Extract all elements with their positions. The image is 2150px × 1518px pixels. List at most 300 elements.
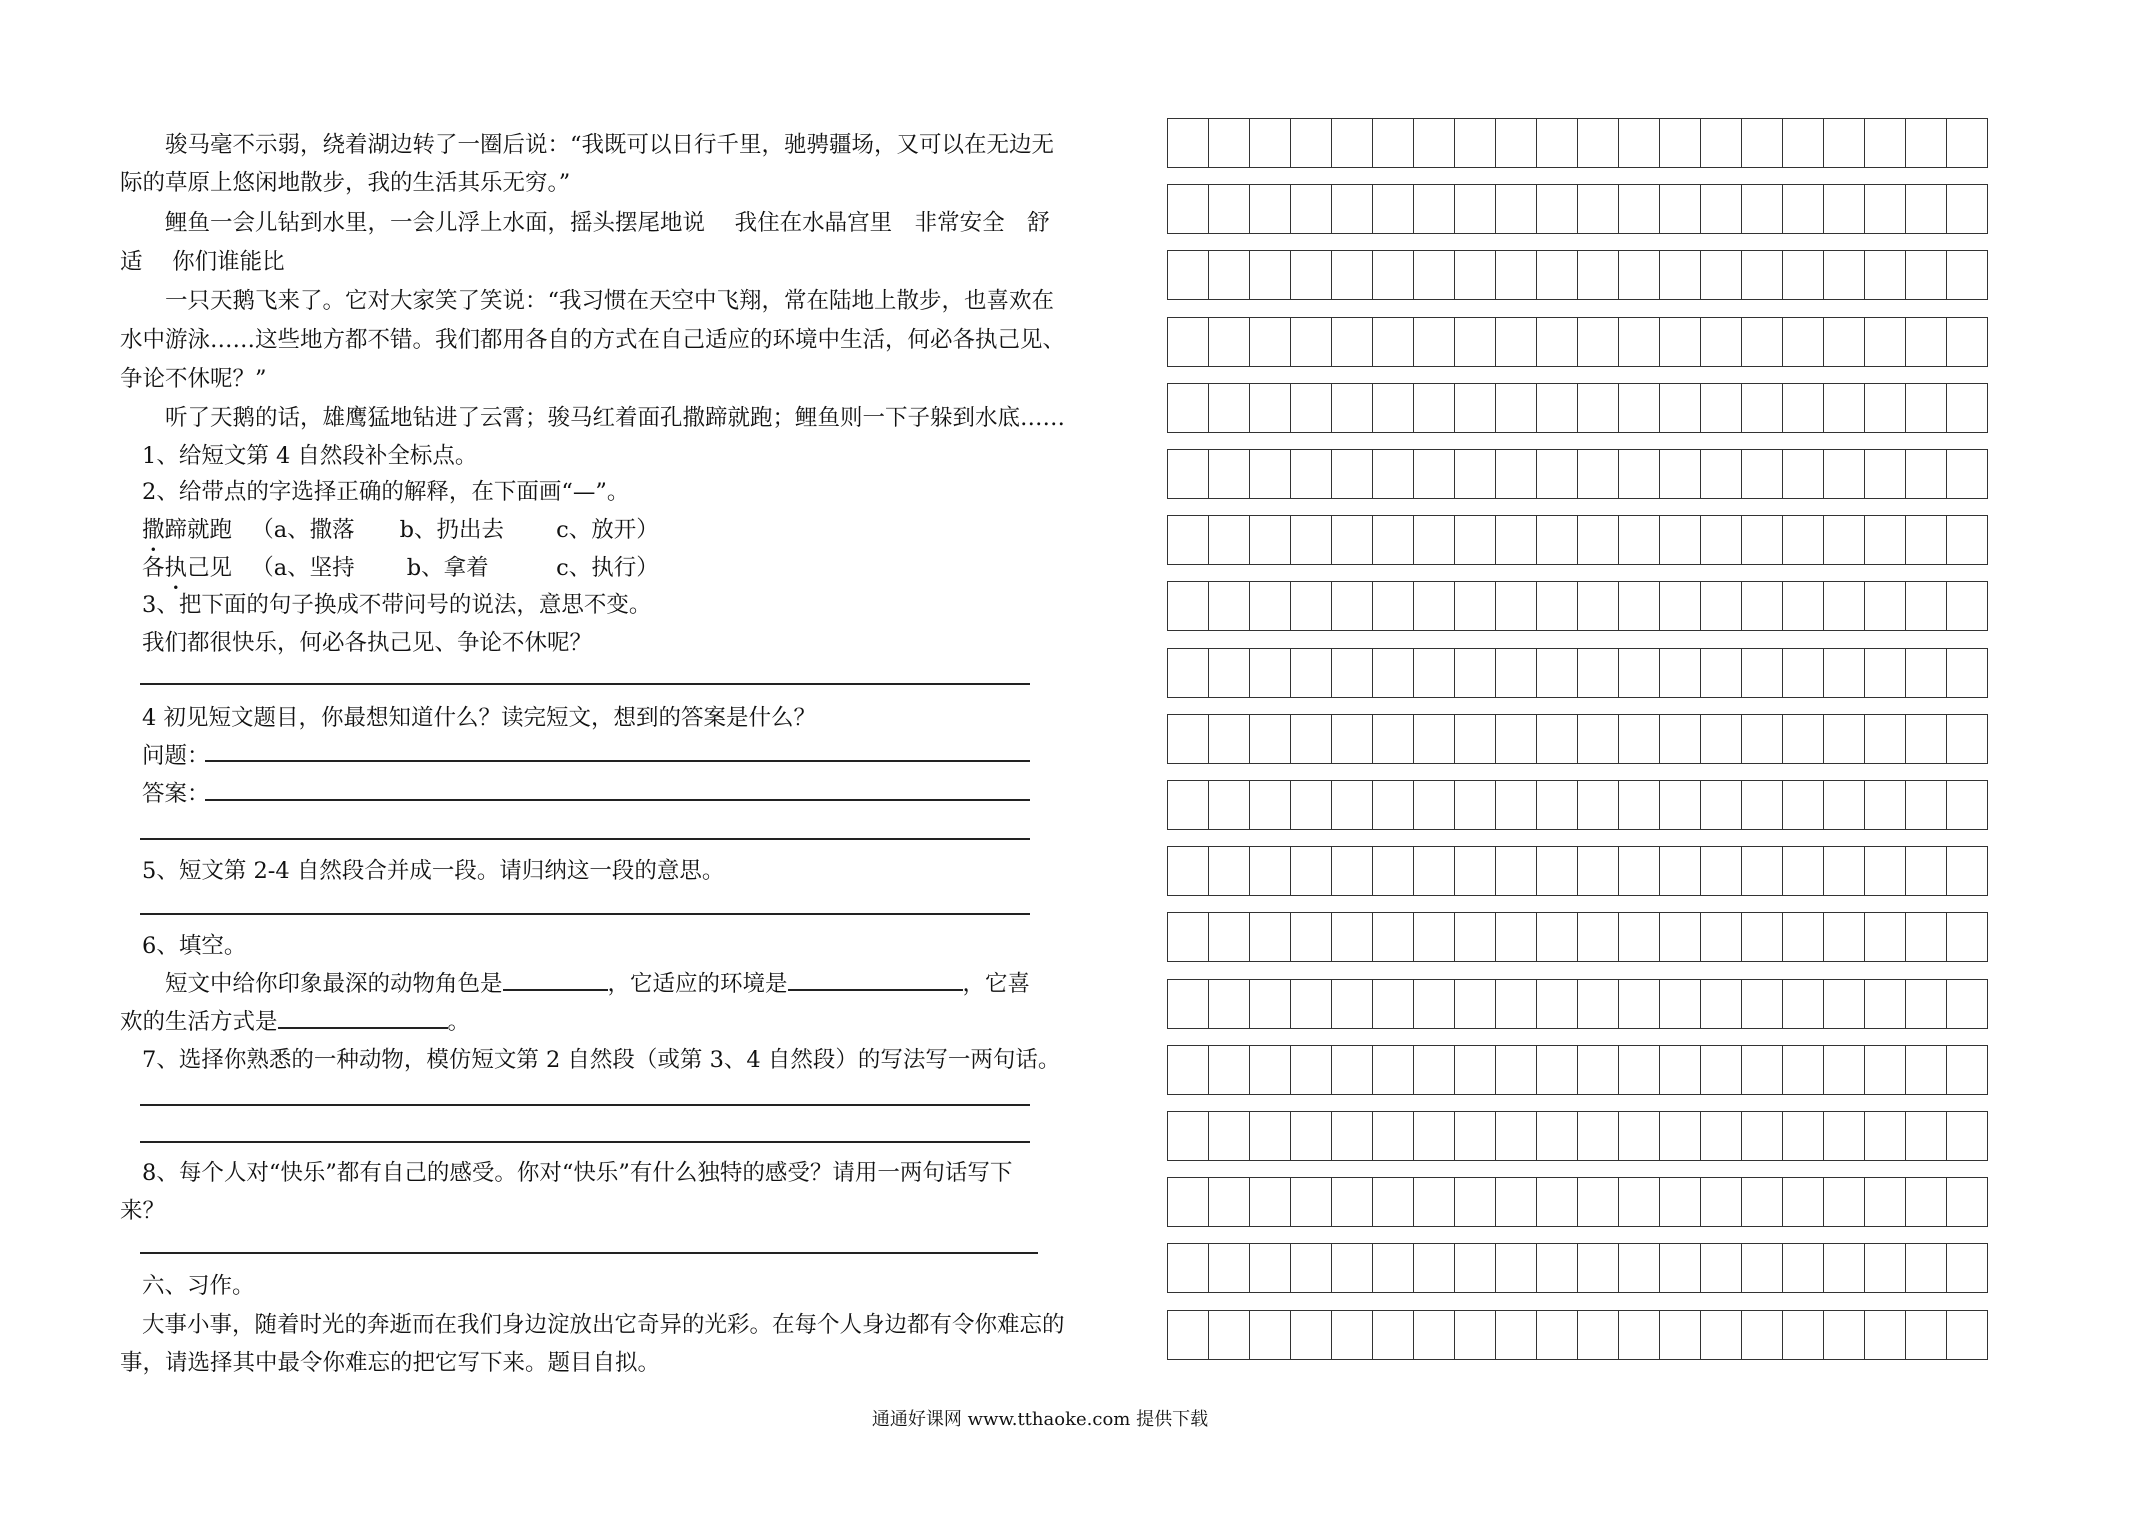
grid-cell[interactable]	[1209, 384, 1250, 432]
grid-cell[interactable]	[1865, 251, 1906, 299]
grid-cell[interactable]	[1824, 1244, 1865, 1292]
grid-cell[interactable]	[1578, 715, 1619, 763]
grid-cell[interactable]	[1537, 185, 1578, 233]
grid-cell[interactable]	[1373, 119, 1414, 167]
grid-cell[interactable]	[1906, 1112, 1947, 1160]
grid-cell[interactable]	[1947, 781, 1988, 829]
grid-cell[interactable]	[1209, 715, 1250, 763]
grid-cell[interactable]	[1168, 582, 1209, 630]
grid-cell[interactable]	[1414, 450, 1455, 498]
grid-cell[interactable]	[1455, 119, 1496, 167]
grid-cell[interactable]	[1209, 582, 1250, 630]
grid-cell[interactable]	[1783, 781, 1824, 829]
grid-cell[interactable]	[1906, 1178, 1947, 1226]
grid-cell[interactable]	[1332, 1178, 1373, 1226]
grid-cell[interactable]	[1209, 1178, 1250, 1226]
grid-cell[interactable]	[1783, 980, 1824, 1028]
grid-cell[interactable]	[1250, 715, 1291, 763]
grid-cell[interactable]	[1742, 384, 1783, 432]
grid-cell[interactable]	[1701, 847, 1742, 895]
grid-cell[interactable]	[1865, 1311, 1906, 1359]
grid-cell[interactable]	[1291, 781, 1332, 829]
grid-cell[interactable]	[1742, 913, 1783, 961]
grid-cell[interactable]	[1414, 1244, 1455, 1292]
grid-cell[interactable]	[1947, 119, 1988, 167]
grid-cell[interactable]	[1783, 384, 1824, 432]
grid-cell[interactable]	[1168, 318, 1209, 366]
grid-cell[interactable]	[1947, 980, 1988, 1028]
grid-cell[interactable]	[1701, 913, 1742, 961]
grid-cell[interactable]	[1619, 649, 1660, 697]
grid-cell[interactable]	[1414, 582, 1455, 630]
grid-cell[interactable]	[1414, 1311, 1455, 1359]
grid-cell[interactable]	[1906, 649, 1947, 697]
grid-cell[interactable]	[1906, 847, 1947, 895]
grid-cell[interactable]	[1742, 318, 1783, 366]
grid-cell[interactable]	[1373, 1244, 1414, 1292]
grid-cell[interactable]	[1906, 185, 1947, 233]
grid-cell[interactable]	[1291, 1244, 1332, 1292]
grid-cell[interactable]	[1660, 516, 1701, 564]
grid-cell[interactable]	[1414, 318, 1455, 366]
grid-cell[interactable]	[1455, 516, 1496, 564]
grid-cell[interactable]	[1701, 516, 1742, 564]
grid-cell[interactable]	[1824, 450, 1865, 498]
fill-blank[interactable]	[503, 967, 608, 991]
grid-cell[interactable]	[1701, 715, 1742, 763]
grid-cell[interactable]	[1947, 715, 1988, 763]
grid-cell[interactable]	[1742, 1244, 1783, 1292]
grid-cell[interactable]	[1250, 980, 1291, 1028]
grid-cell[interactable]	[1783, 913, 1824, 961]
grid-cell[interactable]	[1537, 1311, 1578, 1359]
grid-cell[interactable]	[1250, 251, 1291, 299]
grid-cell[interactable]	[1168, 980, 1209, 1028]
grid-cell[interactable]	[1291, 649, 1332, 697]
grid-cell[interactable]	[1865, 1244, 1906, 1292]
grid-cell[interactable]	[1537, 781, 1578, 829]
grid-cell[interactable]	[1947, 384, 1988, 432]
grid-cell[interactable]	[1701, 1112, 1742, 1160]
grid-cell[interactable]	[1250, 1112, 1291, 1160]
grid-cell[interactable]	[1250, 847, 1291, 895]
grid-cell[interactable]	[1537, 384, 1578, 432]
grid-cell[interactable]	[1250, 119, 1291, 167]
grid-cell[interactable]	[1496, 781, 1537, 829]
grid-cell[interactable]	[1578, 781, 1619, 829]
grid-cell[interactable]	[1783, 847, 1824, 895]
grid-cell[interactable]	[1947, 1178, 1988, 1226]
grid-cell[interactable]	[1332, 384, 1373, 432]
grid-cell[interactable]	[1332, 913, 1373, 961]
grid-cell[interactable]	[1742, 980, 1783, 1028]
grid-cell[interactable]	[1250, 1046, 1291, 1094]
grid-cell[interactable]	[1250, 913, 1291, 961]
grid-cell[interactable]	[1619, 1046, 1660, 1094]
grid-cell[interactable]	[1783, 185, 1824, 233]
grid-cell[interactable]	[1906, 582, 1947, 630]
grid-cell[interactable]	[1250, 1178, 1291, 1226]
grid-cell[interactable]	[1783, 318, 1824, 366]
grid-cell[interactable]	[1209, 251, 1250, 299]
grid-cell[interactable]	[1865, 1046, 1906, 1094]
grid-cell[interactable]	[1947, 1311, 1988, 1359]
grid-cell[interactable]	[1250, 1311, 1291, 1359]
grid-cell[interactable]	[1660, 715, 1701, 763]
grid-cell[interactable]	[1660, 384, 1701, 432]
grid-cell[interactable]	[1496, 119, 1537, 167]
answer-line[interactable]	[140, 838, 1030, 840]
grid-cell[interactable]	[1824, 318, 1865, 366]
grid-cell[interactable]	[1332, 251, 1373, 299]
grid-cell[interactable]	[1783, 450, 1824, 498]
grid-cell[interactable]	[1742, 185, 1783, 233]
grid-cell[interactable]	[1947, 649, 1988, 697]
grid-cell[interactable]	[1947, 913, 1988, 961]
grid-cell[interactable]	[1537, 450, 1578, 498]
grid-cell[interactable]	[1742, 1046, 1783, 1094]
grid-cell[interactable]	[1537, 1178, 1578, 1226]
grid-cell[interactable]	[1455, 185, 1496, 233]
grid-cell[interactable]	[1455, 847, 1496, 895]
grid-cell[interactable]	[1865, 715, 1906, 763]
grid-cell[interactable]	[1824, 582, 1865, 630]
grid-cell[interactable]	[1455, 582, 1496, 630]
grid-cell[interactable]	[1373, 318, 1414, 366]
grid-cell[interactable]	[1865, 1178, 1906, 1226]
grid-cell[interactable]	[1455, 1046, 1496, 1094]
grid-cell[interactable]	[1660, 450, 1701, 498]
grid-cell[interactable]	[1742, 847, 1783, 895]
grid-cell[interactable]	[1291, 913, 1332, 961]
grid-cell[interactable]	[1578, 980, 1619, 1028]
grid-cell[interactable]	[1455, 450, 1496, 498]
grid-cell[interactable]	[1619, 450, 1660, 498]
grid-cell[interactable]	[1332, 1046, 1373, 1094]
grid-cell[interactable]	[1291, 715, 1332, 763]
grid-cell[interactable]	[1947, 185, 1988, 233]
grid-cell[interactable]	[1250, 384, 1291, 432]
grid-cell[interactable]	[1332, 582, 1373, 630]
grid-cell[interactable]	[1578, 1311, 1619, 1359]
grid-cell[interactable]	[1209, 649, 1250, 697]
grid-cell[interactable]	[1619, 582, 1660, 630]
grid-cell[interactable]	[1824, 781, 1865, 829]
grid-cell[interactable]	[1291, 847, 1332, 895]
grid-cell[interactable]	[1291, 318, 1332, 366]
answer-line[interactable]	[140, 1252, 1038, 1254]
grid-cell[interactable]	[1373, 1112, 1414, 1160]
grid-cell[interactable]	[1373, 384, 1414, 432]
grid-cell[interactable]	[1168, 1244, 1209, 1292]
grid-cell[interactable]	[1168, 119, 1209, 167]
grid-cell[interactable]	[1414, 516, 1455, 564]
grid-cell[interactable]	[1578, 1244, 1619, 1292]
grid-cell[interactable]	[1291, 185, 1332, 233]
grid-cell[interactable]	[1578, 384, 1619, 432]
grid-cell[interactable]	[1619, 781, 1660, 829]
grid-cell[interactable]	[1209, 847, 1250, 895]
grid-cell[interactable]	[1906, 1244, 1947, 1292]
grid-cell[interactable]	[1291, 1311, 1332, 1359]
grid-cell[interactable]	[1783, 1178, 1824, 1226]
grid-cell[interactable]	[1906, 119, 1947, 167]
grid-cell[interactable]	[1701, 649, 1742, 697]
grid-cell[interactable]	[1168, 185, 1209, 233]
grid-cell[interactable]	[1660, 913, 1701, 961]
grid-cell[interactable]	[1783, 1311, 1824, 1359]
grid-cell[interactable]	[1250, 781, 1291, 829]
grid-cell[interactable]	[1906, 1046, 1947, 1094]
grid-cell[interactable]	[1496, 582, 1537, 630]
grid-cell[interactable]	[1291, 450, 1332, 498]
grid-cell[interactable]	[1373, 649, 1414, 697]
grid-cell[interactable]	[1742, 715, 1783, 763]
grid-cell[interactable]	[1783, 516, 1824, 564]
grid-cell[interactable]	[1332, 715, 1373, 763]
grid-cell[interactable]	[1783, 649, 1824, 697]
grid-cell[interactable]	[1906, 715, 1947, 763]
grid-cell[interactable]	[1824, 251, 1865, 299]
answer-line[interactable]	[140, 913, 1030, 915]
grid-cell[interactable]	[1209, 516, 1250, 564]
grid-cell[interactable]	[1455, 781, 1496, 829]
grid-cell[interactable]	[1742, 119, 1783, 167]
grid-cell[interactable]	[1291, 251, 1332, 299]
grid-cell[interactable]	[1250, 1244, 1291, 1292]
fill-blank[interactable]	[278, 1005, 448, 1029]
grid-cell[interactable]	[1701, 318, 1742, 366]
grid-cell[interactable]	[1496, 649, 1537, 697]
grid-cell[interactable]	[1168, 384, 1209, 432]
grid-cell[interactable]	[1455, 251, 1496, 299]
grid-cell[interactable]	[1783, 251, 1824, 299]
grid-cell[interactable]	[1619, 384, 1660, 432]
grid-cell[interactable]	[1742, 781, 1783, 829]
grid-cell[interactable]	[1742, 251, 1783, 299]
grid-cell[interactable]	[1414, 1046, 1455, 1094]
grid-cell[interactable]	[1209, 913, 1250, 961]
grid-cell[interactable]	[1660, 1311, 1701, 1359]
grid-cell[interactable]	[1496, 450, 1537, 498]
grid-cell[interactable]	[1537, 251, 1578, 299]
grid-cell[interactable]	[1619, 715, 1660, 763]
grid-cell[interactable]	[1168, 1112, 1209, 1160]
grid-cell[interactable]	[1660, 847, 1701, 895]
grid-cell[interactable]	[1824, 119, 1865, 167]
grid-cell[interactable]	[1824, 1112, 1865, 1160]
grid-cell[interactable]	[1373, 1178, 1414, 1226]
grid-cell[interactable]	[1332, 318, 1373, 366]
grid-cell[interactable]	[1537, 582, 1578, 630]
grid-cell[interactable]	[1414, 185, 1455, 233]
grid-cell[interactable]	[1578, 1178, 1619, 1226]
grid-cell[interactable]	[1373, 847, 1414, 895]
grid-cell[interactable]	[1414, 251, 1455, 299]
grid-cell[interactable]	[1168, 251, 1209, 299]
grid-cell[interactable]	[1701, 1178, 1742, 1226]
grid-cell[interactable]	[1865, 516, 1906, 564]
grid-cell[interactable]	[1619, 119, 1660, 167]
grid-cell[interactable]	[1824, 913, 1865, 961]
grid-cell[interactable]	[1168, 715, 1209, 763]
grid-cell[interactable]	[1414, 119, 1455, 167]
grid-cell[interactable]	[1701, 450, 1742, 498]
grid-cell[interactable]	[1414, 781, 1455, 829]
grid-cell[interactable]	[1742, 1178, 1783, 1226]
grid-cell[interactable]	[1619, 516, 1660, 564]
answer-line[interactable]	[140, 1104, 1030, 1106]
grid-cell[interactable]	[1619, 1178, 1660, 1226]
grid-cell[interactable]	[1209, 185, 1250, 233]
grid-cell[interactable]	[1332, 516, 1373, 564]
grid-cell[interactable]	[1209, 781, 1250, 829]
grid-cell[interactable]	[1906, 980, 1947, 1028]
grid-cell[interactable]	[1455, 980, 1496, 1028]
grid-cell[interactable]	[1619, 1311, 1660, 1359]
grid-cell[interactable]	[1906, 318, 1947, 366]
grid-cell[interactable]	[1824, 384, 1865, 432]
grid-cell[interactable]	[1455, 649, 1496, 697]
grid-cell[interactable]	[1414, 847, 1455, 895]
grid-cell[interactable]	[1578, 318, 1619, 366]
grid-cell[interactable]	[1496, 715, 1537, 763]
grid-cell[interactable]	[1742, 649, 1783, 697]
grid-cell[interactable]	[1455, 1178, 1496, 1226]
grid-cell[interactable]	[1660, 582, 1701, 630]
grid-cell[interactable]	[1824, 847, 1865, 895]
grid-cell[interactable]	[1414, 913, 1455, 961]
grid-cell[interactable]	[1332, 847, 1373, 895]
grid-cell[interactable]	[1865, 384, 1906, 432]
fill-blank[interactable]	[788, 967, 963, 991]
grid-cell[interactable]	[1865, 847, 1906, 895]
grid-cell[interactable]	[1660, 1178, 1701, 1226]
grid-cell[interactable]	[1250, 582, 1291, 630]
grid-cell[interactable]	[1496, 318, 1537, 366]
grid-cell[interactable]	[1783, 1244, 1824, 1292]
grid-cell[interactable]	[1332, 1244, 1373, 1292]
grid-cell[interactable]	[1455, 1112, 1496, 1160]
grid-cell[interactable]	[1537, 318, 1578, 366]
grid-cell[interactable]	[1496, 1046, 1537, 1094]
grid-cell[interactable]	[1496, 980, 1537, 1028]
grid-cell[interactable]	[1783, 1046, 1824, 1094]
grid-cell[interactable]	[1209, 1244, 1250, 1292]
grid-cell[interactable]	[1701, 251, 1742, 299]
grid-cell[interactable]	[1619, 185, 1660, 233]
grid-cell[interactable]	[1824, 649, 1865, 697]
grid-cell[interactable]	[1619, 847, 1660, 895]
grid-cell[interactable]	[1947, 516, 1988, 564]
grid-cell[interactable]	[1947, 251, 1988, 299]
grid-cell[interactable]	[1947, 1046, 1988, 1094]
grid-cell[interactable]	[1947, 847, 1988, 895]
grid-cell[interactable]	[1291, 516, 1332, 564]
grid-cell[interactable]	[1537, 847, 1578, 895]
grid-cell[interactable]	[1373, 582, 1414, 630]
grid-cell[interactable]	[1578, 516, 1619, 564]
grid-cell[interactable]	[1291, 119, 1332, 167]
grid-cell[interactable]	[1947, 450, 1988, 498]
grid-cell[interactable]	[1373, 450, 1414, 498]
grid-cell[interactable]	[1578, 450, 1619, 498]
grid-cell[interactable]	[1168, 450, 1209, 498]
grid-cell[interactable]	[1701, 384, 1742, 432]
grid-cell[interactable]	[1619, 251, 1660, 299]
grid-cell[interactable]	[1373, 715, 1414, 763]
grid-cell[interactable]	[1701, 185, 1742, 233]
grid-cell[interactable]	[1168, 516, 1209, 564]
grid-cell[interactable]	[1332, 185, 1373, 233]
grid-cell[interactable]	[1537, 980, 1578, 1028]
grid-cell[interactable]	[1865, 649, 1906, 697]
grid-cell[interactable]	[1496, 516, 1537, 564]
grid-cell[interactable]	[1865, 450, 1906, 498]
grid-cell[interactable]	[1865, 318, 1906, 366]
answer-line[interactable]	[140, 1141, 1030, 1143]
grid-cell[interactable]	[1865, 980, 1906, 1028]
grid-cell[interactable]	[1496, 384, 1537, 432]
grid-cell[interactable]	[1373, 913, 1414, 961]
grid-cell[interactable]	[1783, 119, 1824, 167]
grid-cell[interactable]	[1332, 1311, 1373, 1359]
grid-cell[interactable]	[1578, 1046, 1619, 1094]
grid-cell[interactable]	[1701, 582, 1742, 630]
grid-cell[interactable]	[1742, 1112, 1783, 1160]
grid-cell[interactable]	[1332, 119, 1373, 167]
grid-cell[interactable]	[1332, 450, 1373, 498]
grid-cell[interactable]	[1660, 185, 1701, 233]
grid-cell[interactable]	[1660, 980, 1701, 1028]
grid-cell[interactable]	[1701, 980, 1742, 1028]
grid-cell[interactable]	[1373, 781, 1414, 829]
grid-cell[interactable]	[1209, 1311, 1250, 1359]
grid-cell[interactable]	[1455, 1311, 1496, 1359]
grid-cell[interactable]	[1660, 1244, 1701, 1292]
grid-cell[interactable]	[1496, 1311, 1537, 1359]
grid-cell[interactable]	[1496, 1112, 1537, 1160]
grid-cell[interactable]	[1537, 1244, 1578, 1292]
grid-cell[interactable]	[1906, 1311, 1947, 1359]
grid-cell[interactable]	[1578, 649, 1619, 697]
grid-cell[interactable]	[1947, 1244, 1988, 1292]
grid-cell[interactable]	[1824, 185, 1865, 233]
grid-cell[interactable]	[1865, 185, 1906, 233]
grid-cell[interactable]	[1906, 781, 1947, 829]
grid-cell[interactable]	[1332, 1112, 1373, 1160]
grid-cell[interactable]	[1291, 1112, 1332, 1160]
grid-cell[interactable]	[1455, 384, 1496, 432]
grid-cell[interactable]	[1906, 450, 1947, 498]
grid-cell[interactable]	[1332, 649, 1373, 697]
grid-cell[interactable]	[1332, 980, 1373, 1028]
grid-cell[interactable]	[1496, 185, 1537, 233]
grid-cell[interactable]	[1168, 913, 1209, 961]
grid-cell[interactable]	[1660, 781, 1701, 829]
grid-cell[interactable]	[1578, 582, 1619, 630]
grid-cell[interactable]	[1455, 318, 1496, 366]
grid-cell[interactable]	[1537, 715, 1578, 763]
grid-cell[interactable]	[1578, 119, 1619, 167]
grid-cell[interactable]	[1660, 119, 1701, 167]
grid-cell[interactable]	[1578, 913, 1619, 961]
grid-cell[interactable]	[1742, 450, 1783, 498]
grid-cell[interactable]	[1906, 516, 1947, 564]
grid-cell[interactable]	[1414, 1178, 1455, 1226]
grid-cell[interactable]	[1414, 384, 1455, 432]
grid-cell[interactable]	[1250, 516, 1291, 564]
